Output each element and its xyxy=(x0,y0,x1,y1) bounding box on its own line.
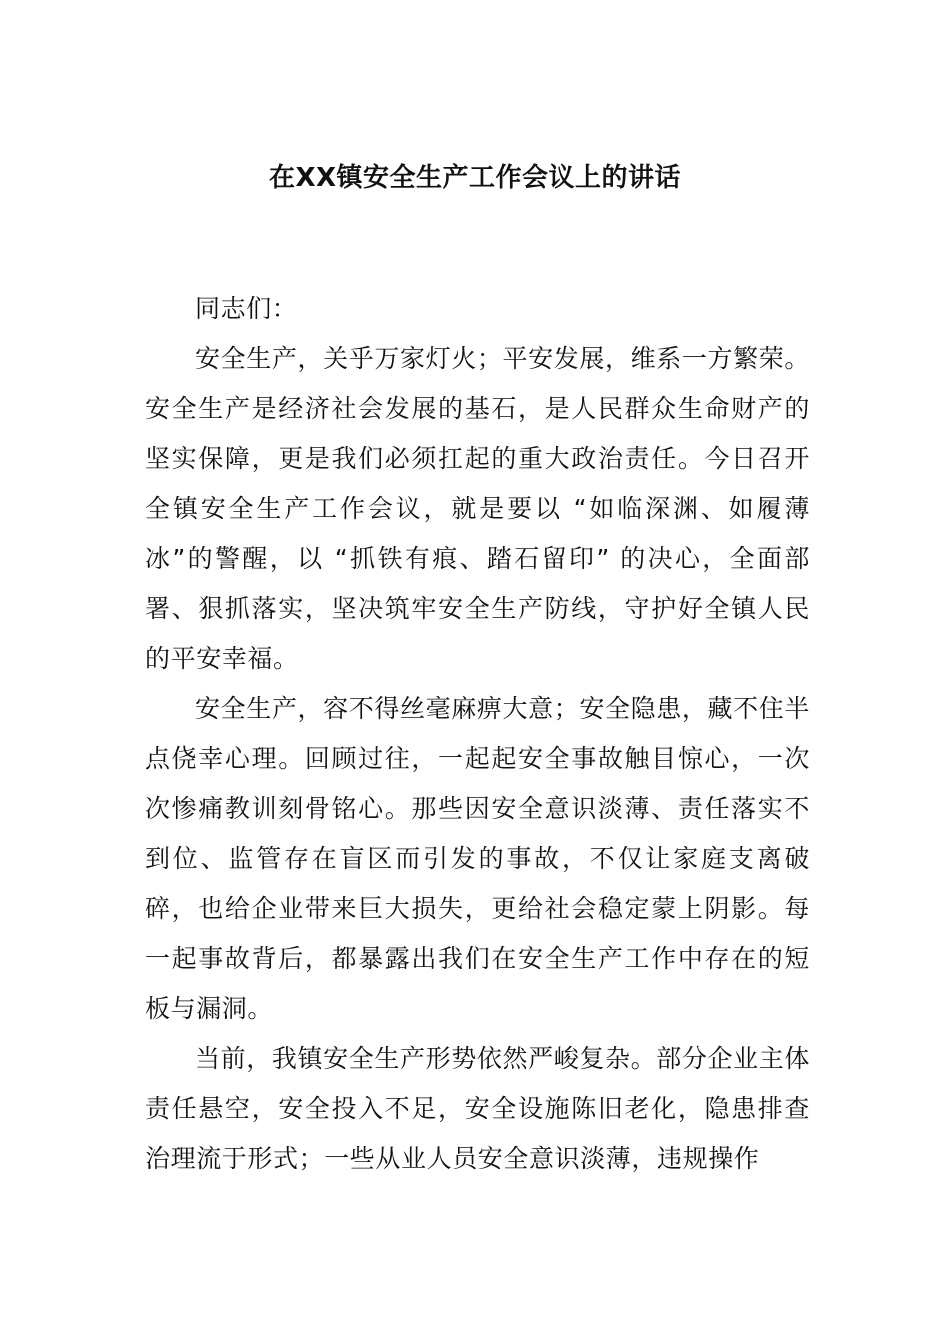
paragraph: 安全生产，关乎万家灯火；平安发展，维系一方繁荣。安全生产是经济社会发展的基石，是人民群众生命财产的坚实保障，更是我们必须扛起的重大政治责任。今日召开全镇安全生产工作会议，就是要以 “如临深渊、如履薄冰”的警醒，以 “抓铁有痕、踏石留印” 的决心，全面部署、狠抓落实，坚决筑牢安全生产防线，守护好全镇人民的平安幸福。 xyxy=(145,344,810,673)
paragraph: 当前，我镇安全生产形势依然严峻复杂。部分企业主体责任悬空，安全投入不足，安全设施陈旧老化，隐患排查治理流于形式；一些从业人员安全意识淡薄，违规操作 xyxy=(145,1044,810,1173)
paragraph: 安全生产，容不得丝毫麻痹大意；安全隐患，藏不住半点侥幸心理。回顾过往，一起起安全事故触目惊心，一次次惨痛教训刻骨铭心。那些因安全意识淡薄、责任落实不到位、监管存在盲区而引发的事故，不仅让家庭支离破碎，也给企业带来巨大损失，更给社会稳定蒙上阴影。每一起事故背后，都暴露出我们在安全生产工作中存在的短板与漏洞。 xyxy=(145,694,810,1023)
document-body xyxy=(145,284,810,1184)
document-title: 在XX镇安全生产工作会议上的讲话 xyxy=(268,163,682,193)
salutation: 同志们： xyxy=(195,294,298,323)
